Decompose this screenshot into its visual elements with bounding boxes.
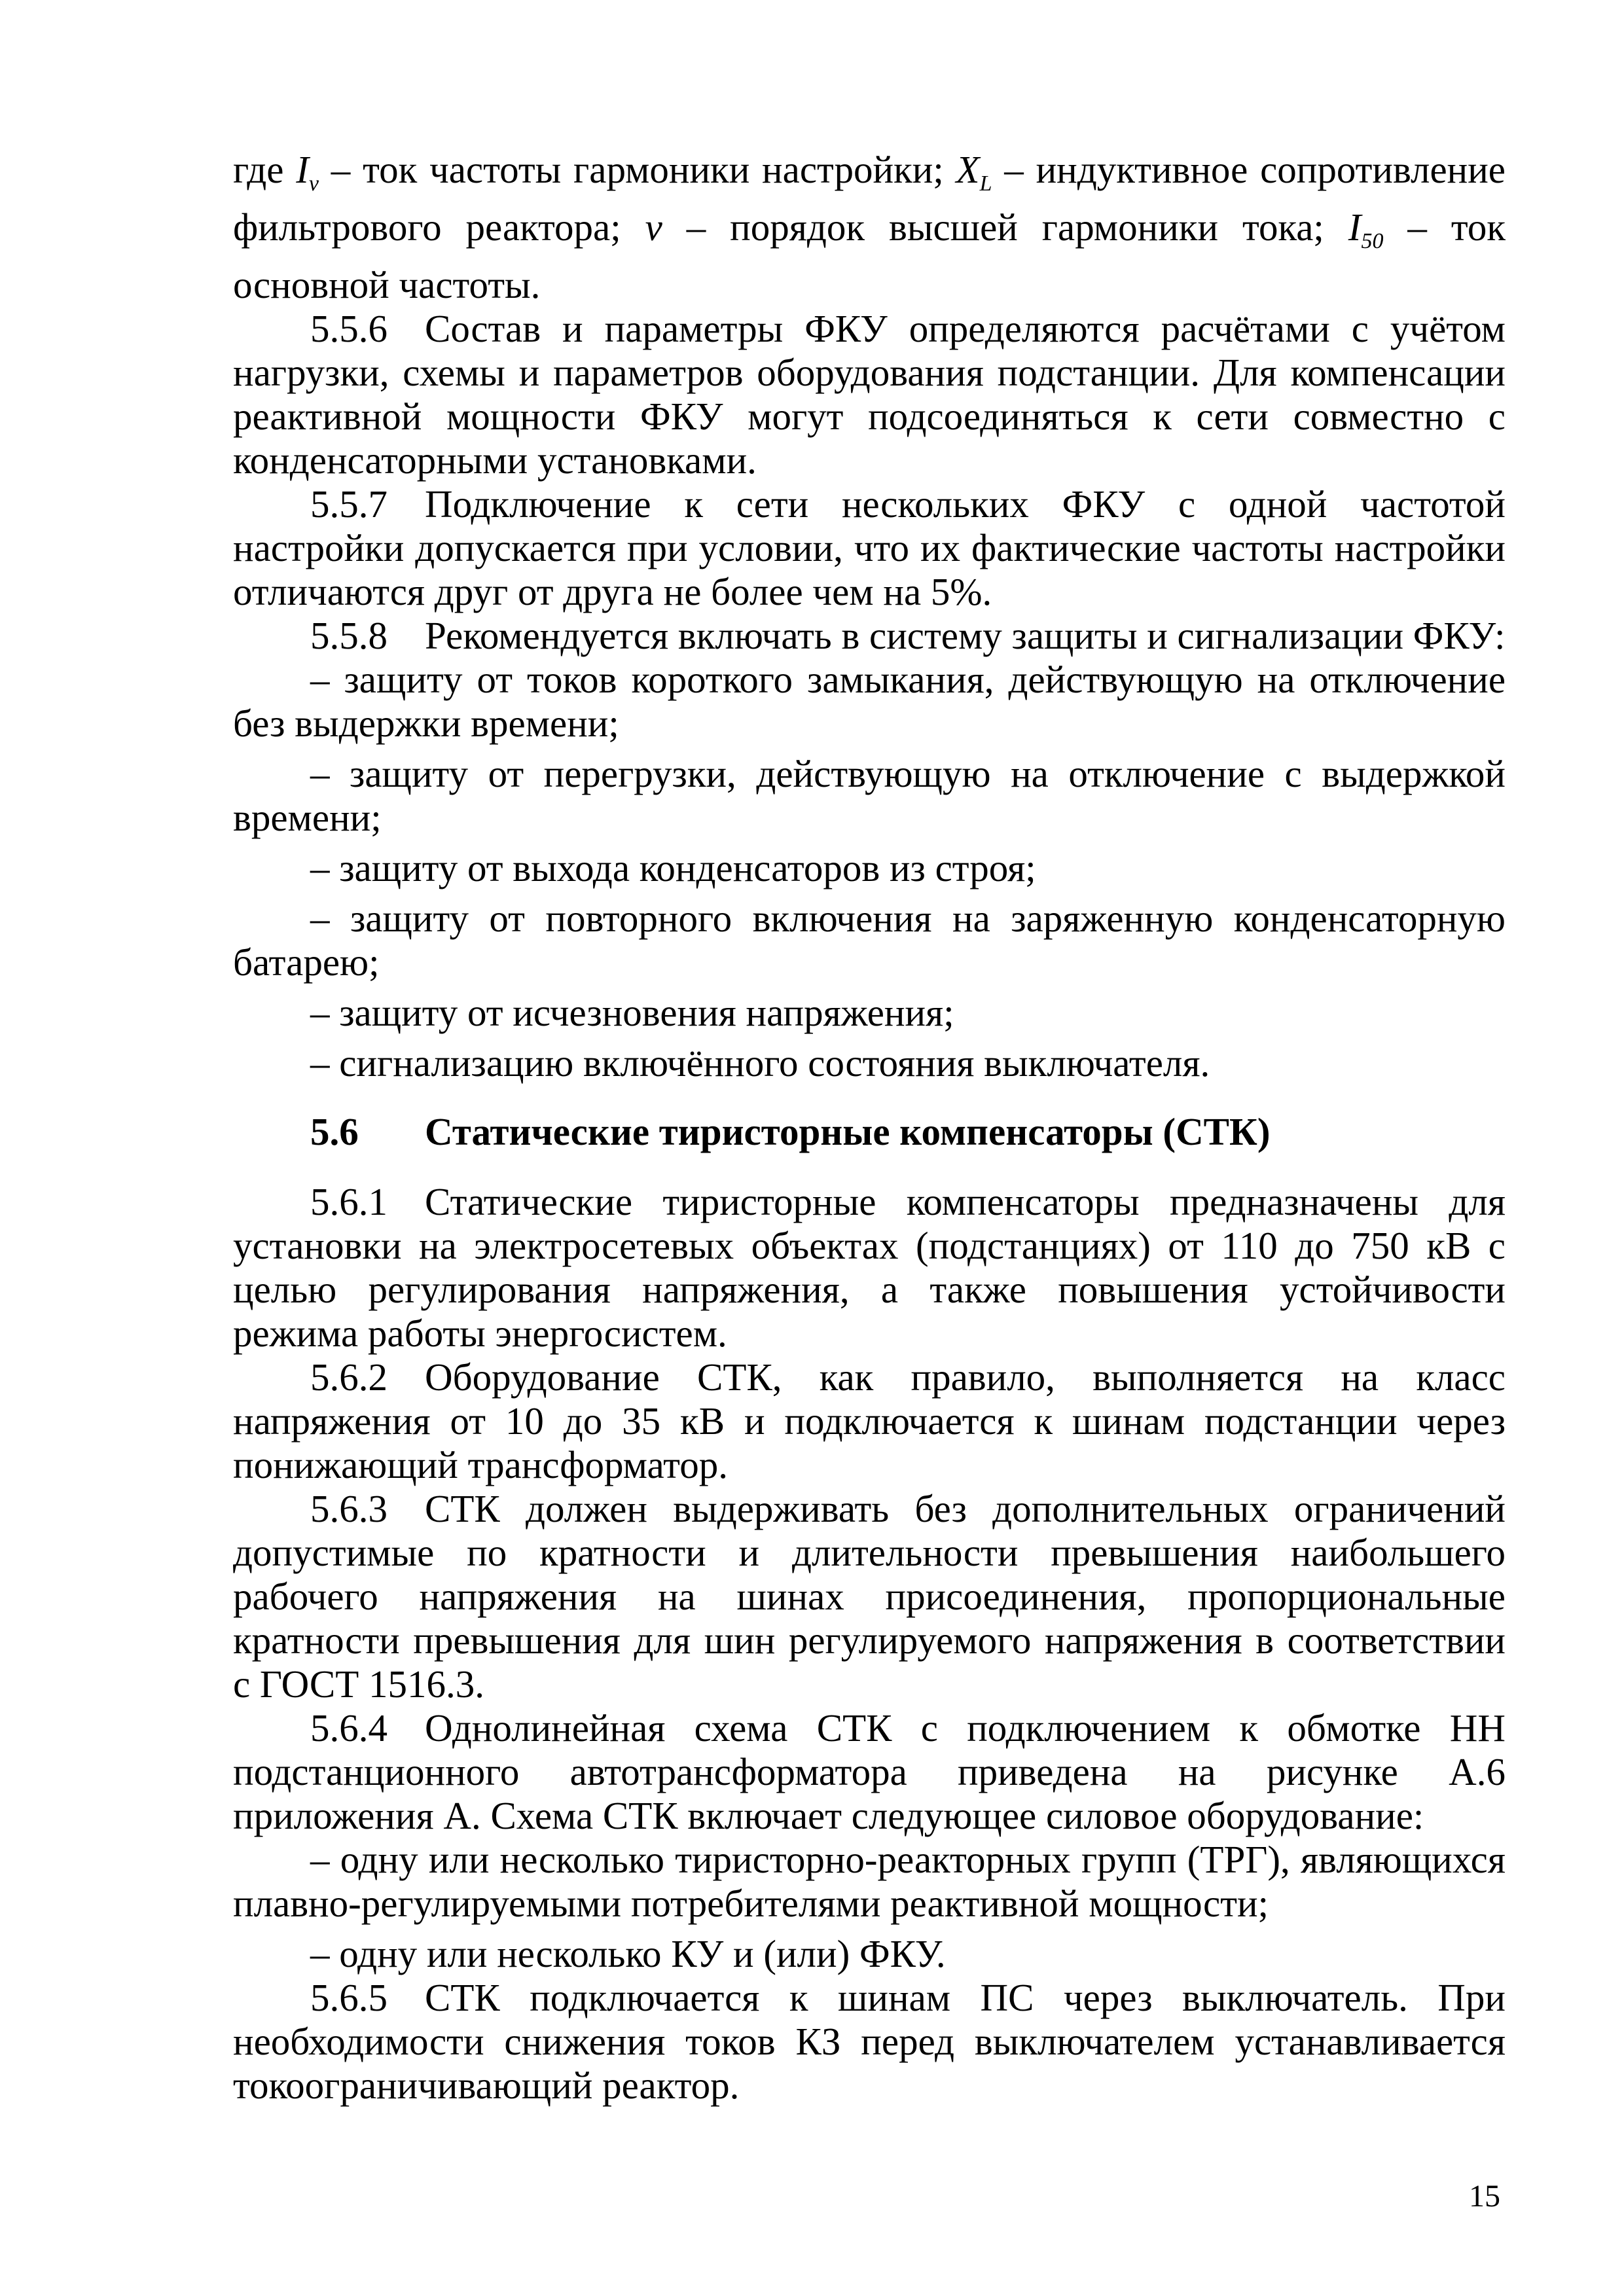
page-number: 15 [1469, 2179, 1500, 2214]
formula-explanation: где $I_\nu$ – ток частоты гармоники настройки; $X_L$ – индуктивное сопротивление фильтрового реактора; ν – порядок высшей гармоники тока; $I_{50}$ – ток основной частоты. [233, 148, 1506, 306]
symbol-reactance: $X_L$ [956, 148, 992, 196]
section-number: 5.6 [310, 1110, 359, 1153]
clause-number: 5.6.2 [310, 1355, 388, 1399]
clause-number: 5.6.1 [310, 1180, 388, 1223]
symbol-order: ν [645, 206, 662, 249]
clause-number: 5.6.4 [310, 1706, 388, 1749]
clause-number: 5.5.7 [310, 482, 388, 526]
list-item: – защиту от исчезновения напряжения; [310, 991, 954, 1034]
clause-number: 5.6.5 [310, 1976, 388, 2019]
list-item: – сигнализацию включённого состояния выключателя. [310, 1041, 1210, 1085]
clause-5-5-6: 5.5.6 Состав и параметры ФКУ определяются расчётами с учётом нагрузки, схемы и параметров оборудования подстанции. Для компенсации реактивной мощности ФКУ могут подсоединяться к сети совместно с конденсаторными установками. [233, 307, 1506, 482]
list-item: – защиту от выхода конденсаторов из строя; [310, 846, 1036, 889]
section-title: Статические тиристорные компенсаторы (СТК) [425, 1110, 1271, 1153]
clause-5-6-2: 5.6.2 Оборудование СТК, как правило, выполняется на класс напряжения от 10 до 35 кВ и подключается к шинам подстанции через понижающий трансформатор. [233, 1355, 1506, 1486]
symbol-current-fundamental: $I_{50}$ [1348, 206, 1384, 253]
clause-number: 5.6.3 [310, 1487, 388, 1530]
clause-5-6-1: 5.6.1 Статические тиристорные компенсаторы предназначены для установки на электросетевых объектах (подстанциях) от 110 до 750 кВ с целью регулирования напряжения, а также повышения устойчивости режима работы энергосистем. [233, 1180, 1506, 1355]
clause-number: 5.5.6 [310, 307, 388, 350]
document-body [233, 148, 1506, 2108]
list-item: – защиту от токов короткого замыкания, действующую на отключение без выдержки времени; [233, 658, 1506, 745]
clause-5-5-8: 5.5.8 Рекомендуется включать в систему защиты и сигнализации ФКУ: [310, 614, 1506, 657]
clause-5-6-4: 5.6.4 Однолинейная схема СТК с подключением к обмотке НН подстанционного автотрансформатора приведена на рисунке А.6 приложения А. Схема СТК включает следующее силовое оборудование: [233, 1706, 1506, 1837]
clause-5-5-7: 5.5.7 Подключение к сети нескольких ФКУ с одной частотой настройки допускается при условии, что их фактические частоты настройки отличаются друг от друга не более чем на 5%. [233, 482, 1506, 613]
symbol-current: $I_\nu$ [296, 148, 319, 196]
section-heading [233, 1110, 1506, 1154]
clause-5-6-3: 5.6.3 СТК должен выдерживать без дополнительных ограничений допустимые по кратности и длительности превышения наибольшего рабочего напряжения на шинах присоединения, пропорциональные кратности превышения для шин регулируемого напряжения в соответствии с ГОСТ 1516.3. [233, 1487, 1506, 1706]
list-item: – защиту от повторного включения на заряженную конденсаторную батарею; [233, 897, 1506, 984]
clause-5-6-5: 5.6.5 СТК подключается к шинам ПС через выключатель. При необходимости снижения токов КЗ перед выключателем устанавливается токоограничивающий реактор. [233, 1976, 1506, 2107]
list-item: – защиту от перегрузки, действующую на отключение с выдержкой времени; [233, 752, 1506, 839]
list-item: – одну или несколько КУ и (или) ФКУ. [310, 1932, 946, 1975]
list-item: – одну или несколько тиристорно-реакторных групп (ТРГ), являющихся плавно-регулируемыми потребителями реактивной мощности; [233, 1838, 1506, 1925]
clause-number: 5.5.8 [310, 614, 388, 657]
